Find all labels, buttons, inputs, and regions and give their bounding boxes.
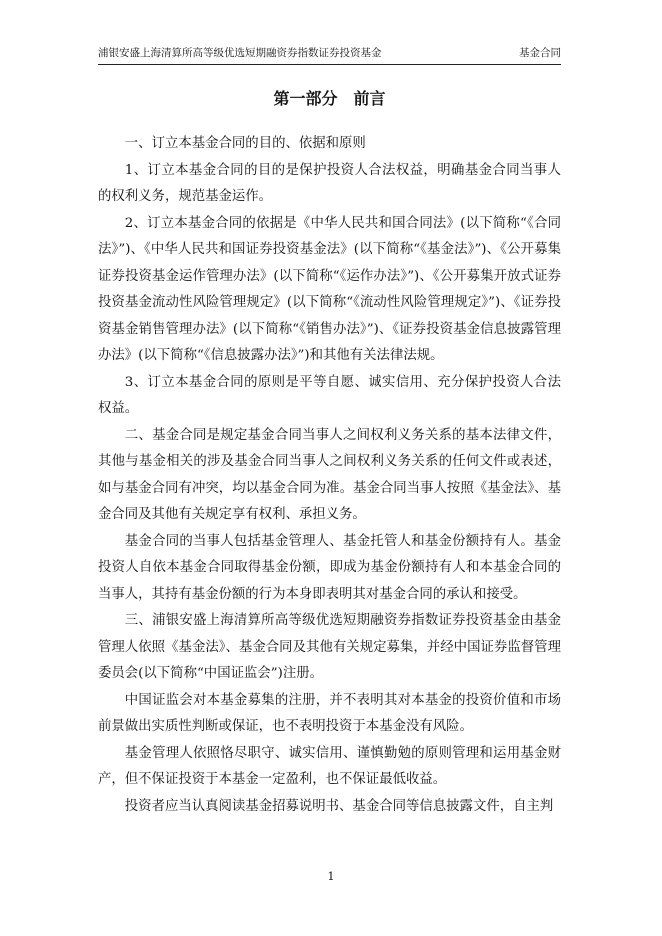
- paragraph-section-1-heading: 一、订立本基金合同的目的、依据和原则: [124, 136, 366, 151]
- header-fund-name: 浦银安盛上海清算所高等级优选短期融资券指数证券投资基金: [98, 47, 382, 59]
- document-body: [98, 131, 561, 820]
- paragraph-manager-duty: 基金管理人依照恪尽职守、诚实信用、谨慎勤勉的原则管理和运用基金财产，但不保证投资于本基金一定盈利，也不保证最低收益。: [98, 745, 561, 787]
- paragraph-principles: 3、订立本基金合同的原则是平等自愿、诚实信用、充分保护投资人合法权益。: [98, 374, 561, 416]
- paragraph-investor-notice: 投资者应当认真阅读基金招募说明书、基金合同等信息披露文件，自主判: [124, 798, 554, 814]
- page-number: 1: [327, 870, 335, 883]
- paragraph-section-3: 三、浦银安盛上海清算所高等级优选短期融资券指数证券投资基金由基金管理人依照《基金法》、基金合同及其他有关规定募集，并经中国证券监督管理委员会(以下简称“中国证监会”)注册。: [98, 613, 561, 681]
- page-header: [98, 44, 561, 62]
- header-divider: [98, 64, 561, 65]
- paragraph-csrc-registration: 中国证监会对本基金募集的注册，并不表明其对本基金的投资价值和市场前景做出实质性判断或保证，也不表明投资于本基金没有风险。: [98, 692, 561, 734]
- paragraph-legal-basis: 2、订立本基金合同的依据是《中华人民共和国合同法》(以下简称“《合同法》”)、《中华人民共和国证券投资基金法》(以下简称“《基金法》”)、《公开募集证券投资基金运作管理办法》(以下简称“《运作办法》”)、《公开募集开放式证券投资基金流动性风险管理规定》(以下简称“《流动性风险管理规定》”)、《证券投资基金销售管理办法》(以下简称“《销售办法》”)、《证券投资基金信息披露管理办法》(以下简称“《信息披露办法》”)和其他有关法律法规。: [98, 215, 561, 363]
- paragraph-parties: 基金合同的当事人包括基金管理人、基金托管人和基金份额持有人。基金投资人自依本基金合同取得基金份额，即成为基金份额持有人和本基金合同的当事人，其持有基金份额的行为本身即表明其对基金合同的承认和接受。: [98, 533, 561, 602]
- page-title: 第一部分 前言: [273, 89, 386, 108]
- paragraph-purpose: 1、订立本基金合同的目的是保护投资人合法权益，明确基金合同当事人的权利义务，规范基金运作。: [98, 162, 561, 204]
- header-doc-type: 基金合同: [519, 47, 561, 59]
- paragraph-section-2: 二、基金合同是规定基金合同当事人之间权利义务关系的基本法律文件，其他与基金相关的涉及基金合同当事人之间权利义务关系的任何文件或表述，如与基金合同有冲突，均以基金合同为准。基金合同当事人按照《基金法》、基金合同及其他有关规定享有权利、承担义务。: [98, 427, 561, 522]
